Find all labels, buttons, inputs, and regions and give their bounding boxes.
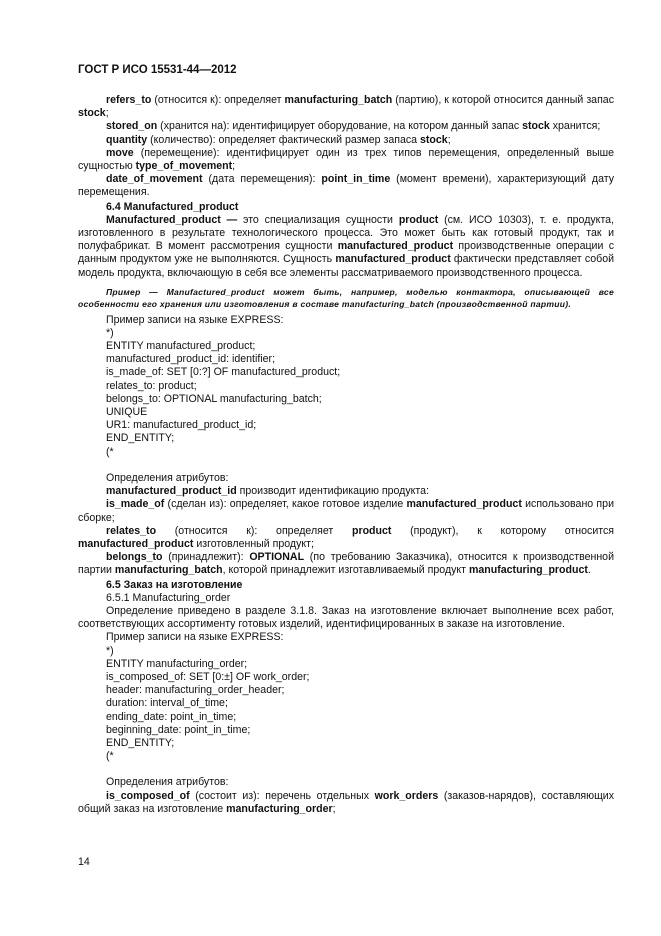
attribute-relates-to-line1 [78,525,614,538]
paragraph-manufactured-product [78,214,614,280]
term: manufactured_product [337,240,454,253]
code-line: manufactured_product_id: identifier; [106,353,276,366]
paragraph-date-of-movement [78,173,614,199]
code-line: is_made_of: SET [0:?] OF manufactured_product; [106,366,341,379]
code-line: belongs_to: OPTIONAL manufacturing_batch; [106,392,322,405]
attribute-belongs-to [78,551,614,577]
term: stored_on [106,120,158,133]
page-number: 14 [78,856,90,868]
term: relates_to [106,524,157,537]
text: это специализация сущности [237,213,399,226]
text: , которой принадлежит изготавливаемый продукт [222,564,469,577]
text: изготовленный продукт; [193,537,314,550]
text: относится [564,524,614,537]
express-intro: Пример записи на языке EXPRESS: [106,631,284,644]
text: использовано при сборке; [78,498,614,524]
code-line: UNIQUE [106,406,148,419]
subsection-heading-6-5-1: 6.5.1 Manufacturing_order [106,591,231,604]
code-line: *) [106,326,114,339]
text: (продукт), [410,524,459,537]
text: (по требованию Заказчика), относится к производственной партии [78,551,614,577]
example-note: Пример — Manufactured_product может быть, например, моделью контактора, описывающей все особенности его хранения или изготовления в составе manufacturing_batch (производственной партии). [78,286,614,310]
term: product [351,524,392,537]
code-line: END_ENTITY; [106,432,175,445]
term: manufacturing_product [468,564,588,577]
page-header: ГОСТ Р ИСО 15531-44—2012 [78,64,237,76]
text: ; [332,802,336,815]
term: manufactured_product_id [106,485,237,498]
text: фактически представляет собой модель продукта, включающую в себя все элементы рассматриваемого производственного процесса. [78,253,615,279]
code-line: header: manufacturing_order_header; [106,684,285,697]
attribute-manufactured-product-id [78,485,614,498]
text: (см. ИСО 10303), т. е. продукта, изготовленного в результате технологического процесса. Это может быть как готовый продукт, так и полуфабрикат. В момент рассмотрения сущности [78,213,615,253]
term: quantity [106,133,148,146]
section-heading-6-5: 6.5 Заказ на изготовление [106,578,243,591]
text: (количество): определяет фактический размер запаса [147,133,421,146]
term: manufacturing_batch [114,564,223,577]
term: stock [420,133,448,146]
term: type_of_movement [135,160,233,173]
term: point_in_time [321,173,391,186]
text: (дата перемещения): [202,173,322,186]
attributes-intro: Определения атрибутов: [106,776,229,789]
code-line: relates_to: product; [106,379,197,392]
text: (перемещение): идентифицирует один из трех типов перемещения, определенный выше сущностью [78,146,614,173]
term: belongs_to [106,551,163,564]
text: (состоит из): перечень отдельных [189,789,375,802]
paragraph-manufacturing-order-definition: Определение приведено в разделе 3.1.8. Заказ на изготовление включает выполнение всех работ, соответствующих ассортименту готовых изделий, идентифицированных в заказе на изготовление. [78,604,614,631]
text: ; [447,133,451,146]
code-line: duration: interval_of_time; [106,697,228,710]
code-line: ending_date: point_in_time; [106,710,237,723]
text: (заказов-нарядов), составляющих общий заказ на изготовление [78,789,614,815]
text: ; [232,160,236,173]
term: work_orders [374,789,439,802]
term: date_of_movement [106,173,203,186]
term: is_made_of [106,498,165,511]
page-content [78,94,614,816]
text: (хранится на): идентифицирует оборудование, на котором данный запас [157,120,523,133]
term: refers_to [106,94,152,106]
paragraph-move [78,147,614,173]
text: (относится к): определяет [151,94,285,106]
code-line: ENTITY manufactured_product; [106,340,256,353]
paragraph-stored-on [78,120,614,133]
text: производственные операции с данным продуктом уже не выполняются. Сущность [78,240,614,266]
term: is_composed_of [106,789,190,802]
term: OPTIONAL [249,551,305,564]
section-heading-6-4: 6.4 Manufactured_product [106,200,239,213]
text: . [587,564,591,577]
code-line: beginning_date: point_in_time; [106,723,251,736]
paragraph-quantity [78,134,614,147]
code-line: (* [106,445,114,458]
attribute-is-composed-of [78,790,614,816]
text: хранится; [549,120,601,133]
text: производит идентификацию продукта: [236,485,429,498]
text: (момент времени), характеризующий дату перемещения. [78,173,615,199]
term: manufacturing_batch [284,94,393,106]
term: product [398,213,439,226]
term: manufacturing_order [226,802,333,815]
term: stock [522,120,550,133]
express-intro: Пример записи на языке EXPRESS: [106,313,284,326]
text: (принадлежит): [162,551,250,564]
term: Manufactured_product — [106,213,238,226]
code-line: UR1: manufactured_product_id; [106,419,257,432]
term: stock [78,107,106,120]
term: manufactured_product [78,537,194,550]
attribute-relates-to-line2 [78,538,614,551]
code-line: *) [106,644,114,657]
code-line: (* [106,750,114,763]
text: к [477,524,482,537]
text: (сделан из): определяет, какое готовое изделие [164,498,407,511]
attribute-is-made-of [78,498,614,524]
attributes-intro: Определения атрибутов: [106,471,229,484]
code-line: ENTITY manufacturing_order; [106,657,248,670]
paragraph-refers-to [78,94,614,120]
code-line: END_ENTITY; [106,736,175,749]
code-line: is_composed_of: SET [0:±] OF work_order; [106,670,310,683]
text: (относится [174,524,228,537]
text: к): [246,524,258,537]
term: manufactured_product [335,253,451,266]
text: ; [105,107,109,120]
term: move [106,146,134,159]
term: manufactured_product [406,498,522,511]
text: которому [500,524,547,537]
text: определяет [276,524,334,537]
text: (партию), к которой относится данный запас [392,94,614,106]
